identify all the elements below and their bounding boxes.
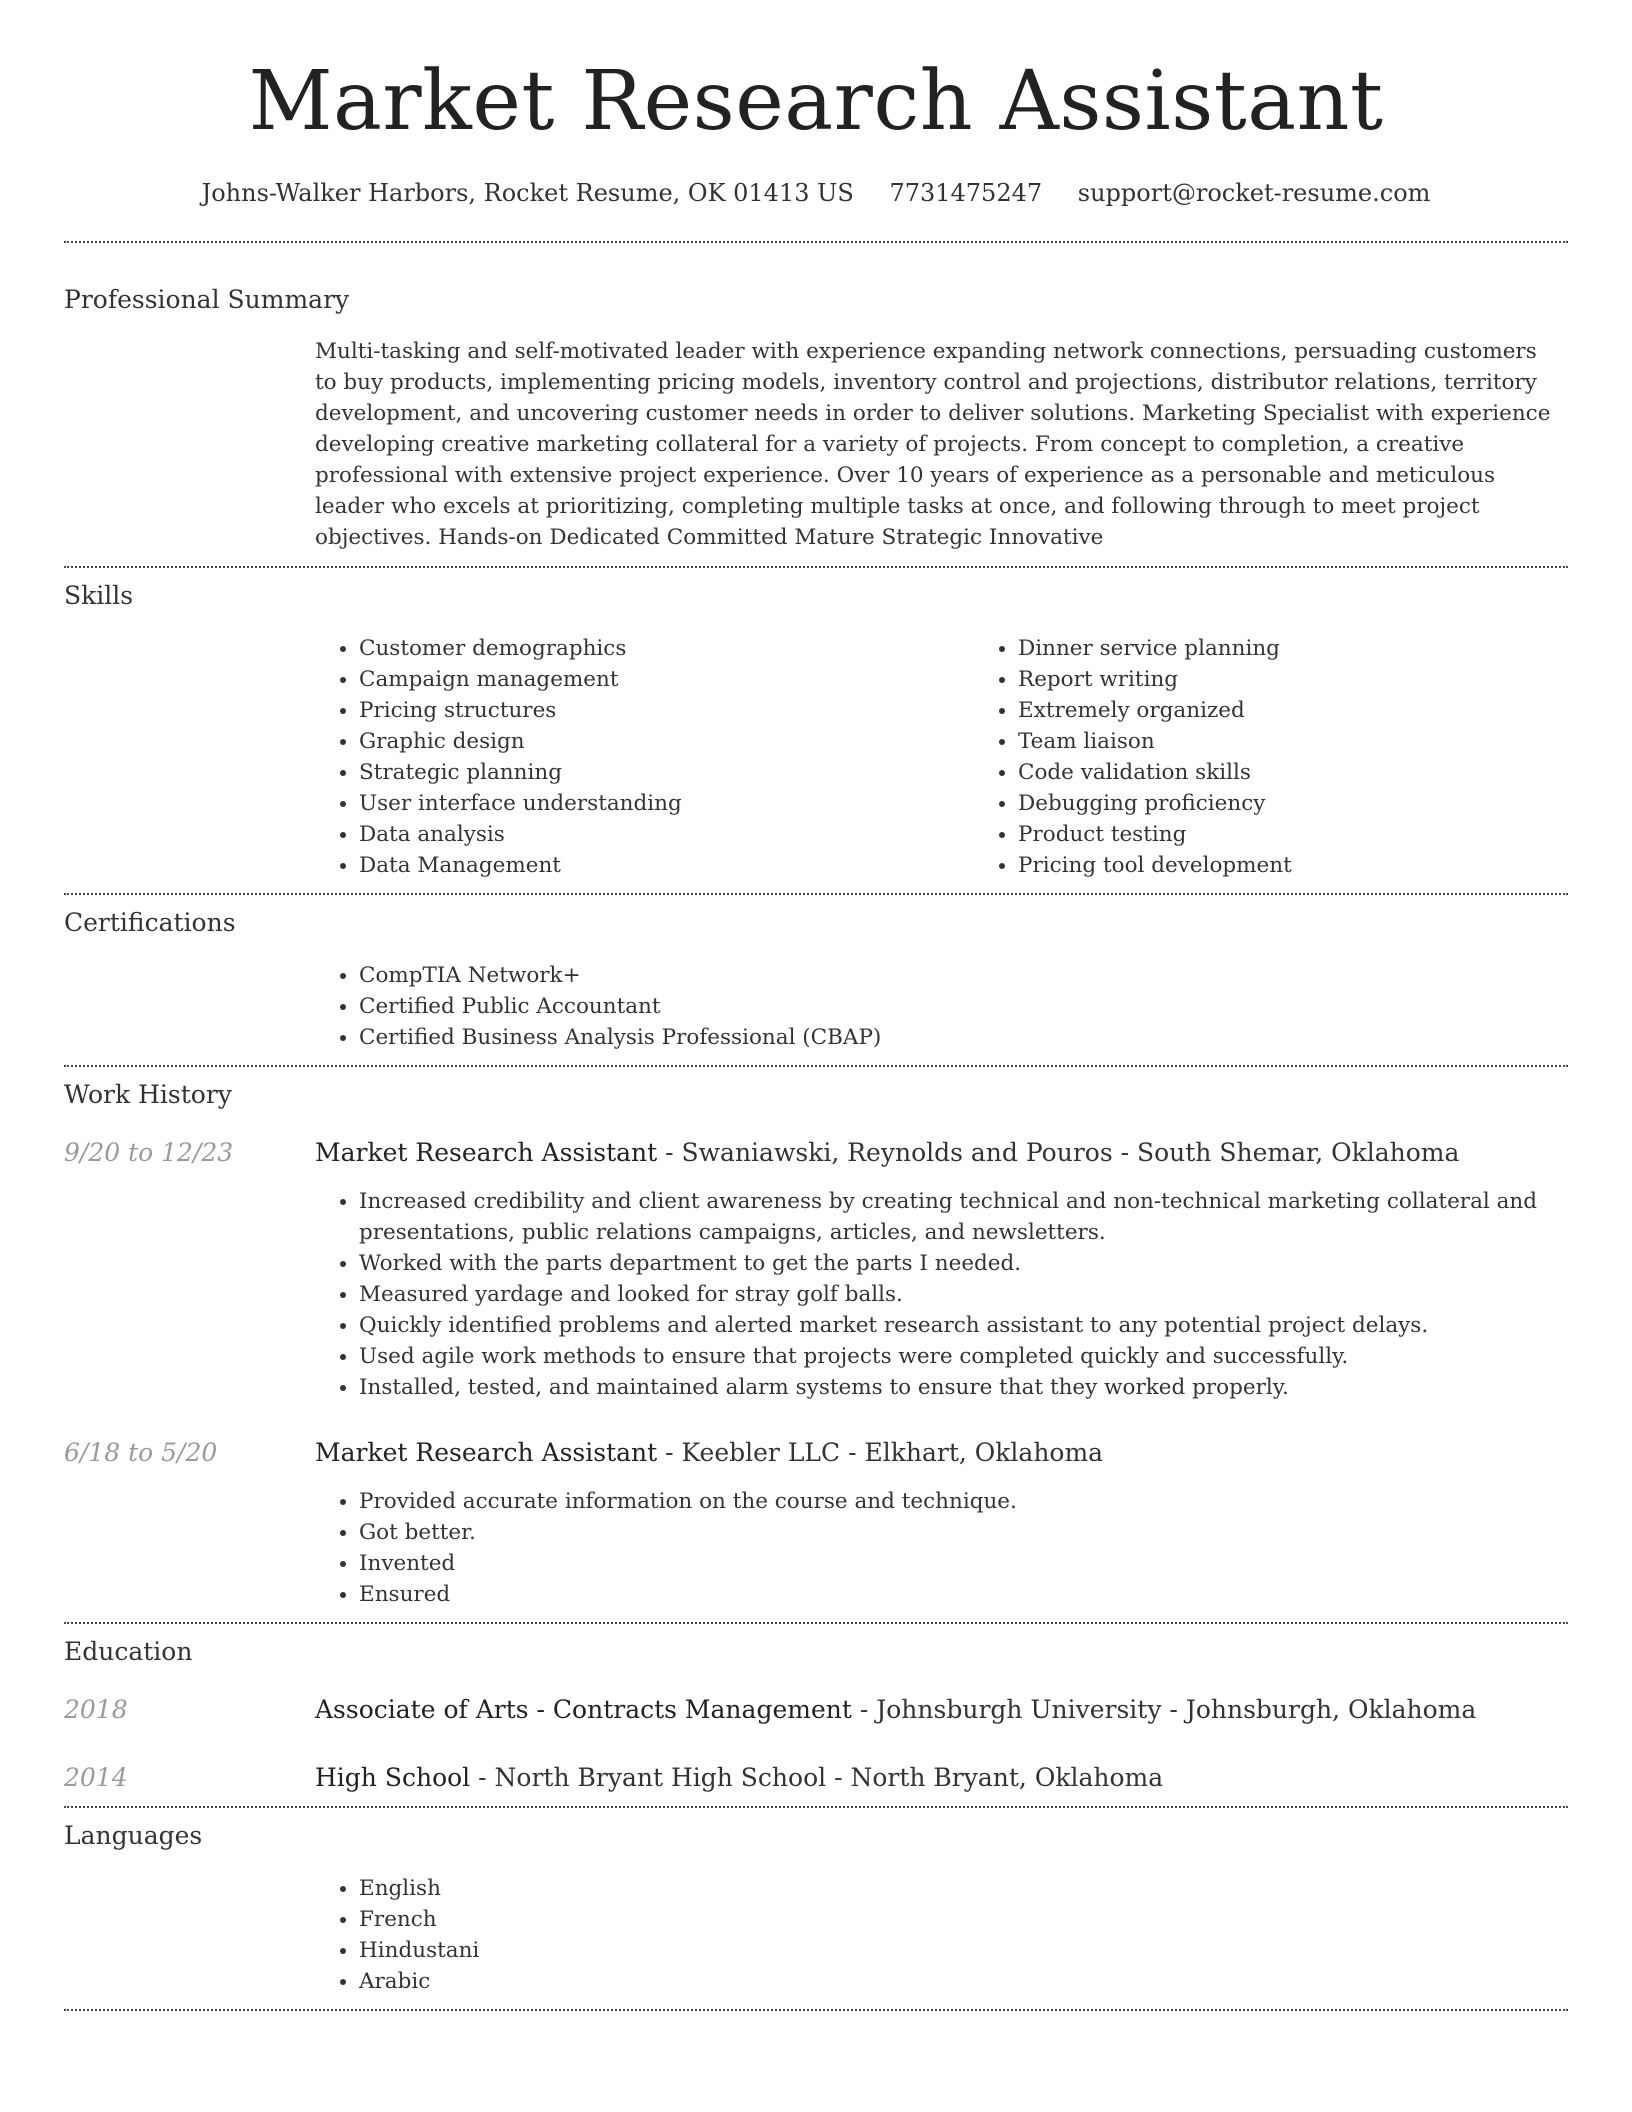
list-item: • Product testing [1018,819,1632,850]
list-item: • Strategic planning [359,757,974,788]
section-divider [64,2009,1568,2011]
contact-line [64,178,1568,208]
section-title: Education [64,1637,193,1666]
education-year: 2018 [64,1695,128,1724]
phone: 7731475247 [889,179,1043,207]
list-item: • Pricing tool development [1018,850,1632,881]
education-entry [64,1762,1568,1794]
list-item: • Provided accurate information on the course and technique. [359,1486,1568,1517]
list-item: • User interface understanding [359,788,974,819]
education-details: - North Bryant High School - North Bryant, Oklahoma [470,1763,1164,1792]
section-title: Work History [64,1080,232,1109]
section-divider [64,1806,1568,1808]
list-item: • Data Management [359,850,974,881]
list-item: • Certified Public Accountant [359,991,1568,1022]
languages-section [64,1820,1568,1997]
section-divider [64,1065,1568,1067]
section-divider [64,893,1568,895]
job-details: - Swaniawski, Reynolds and Pouros - South Shemar, Oklahoma [657,1138,1460,1167]
languages-list [315,1873,1568,1997]
work-history-section [64,1079,1568,1610]
list-item: • Dinner service planning [1018,633,1632,664]
list-item: • Hindustani [359,1935,1568,1966]
list-item: • Data analysis [359,819,974,850]
summary-text: Multi-tasking and self-motivated leader with experience expanding network connections, persuading customers to buy products, implementing pricing models, inventory control and projections, distributor relations, territory development, and uncovering customer needs in order to deliver solutions. Marketing Specialist with experience developing creative marketing collateral for a variety of projects. From concept to completion, a creative professional with extensive project experience. Over 10 years of experience as a personable and meticulous leader who excels at prioritizing, completing multiple tasks at once, and following through to meet project objectives. Hands-on Dedicated Committed Mature Strategic Innovative [315,339,1551,550]
summary-section [64,284,1568,553]
list-item: • French [359,1904,1568,1935]
section-title: Certifications [64,908,236,937]
list-item: • Certified Business Analysis Professional (CBAP) [359,1022,1568,1053]
list-item: • Report writing [1018,664,1632,695]
list-item: • Installed, tested, and maintained alarm systems to ensure that they worked properly. [359,1372,1568,1403]
list-item: • English [359,1873,1568,1904]
list-item: • Got better. [359,1517,1568,1548]
list-item: • Worked with the parts department to get the parts I needed. [359,1248,1568,1279]
job-entry [64,1437,1568,1610]
skills-list-right [974,633,1632,881]
job-role: Market Research Assistant [315,1138,658,1167]
list-item: • Quickly identified problems and alerted market research assistant to any potential project delays. [359,1310,1568,1341]
skills-section [64,580,1568,881]
list-item: • Measured yardage and looked for stray golf balls. [359,1279,1568,1310]
education-details: - Johnsburgh University - Johnsburgh, Oklahoma [851,1695,1477,1724]
list-item: • Extremely organized [1018,695,1632,726]
list-item: • Customer demographics [359,633,974,664]
section-title: Professional Summary [64,285,350,314]
job-entry [64,1137,1568,1403]
list-item: • CompTIA Network+ [359,960,1568,991]
job-heading [315,1137,1568,1169]
address: Johns-Walker Harbors, Rocket Resume, OK 01413 US [201,179,854,207]
job-bullets [315,1186,1568,1403]
certifications-section [64,907,1568,1053]
list-item: • Increased credibility and client awareness by creating technical and non-technical marketing collateral and presentations, public relations campaigns, articles, and newsletters. [359,1186,1568,1248]
education-degree: Associate of Arts - Contracts Management [315,1695,852,1724]
section-divider [64,1622,1568,1624]
education-degree: High School [315,1763,471,1792]
education-entry [64,1694,1568,1726]
job-role: Market Research Assistant [315,1438,658,1467]
list-item: • Campaign management [359,664,974,695]
email: support@rocket-resume.com [1077,179,1431,207]
list-item: • Pricing structures [359,695,974,726]
section-divider [64,241,1568,243]
list-item: • Team liaison [1018,726,1632,757]
job-dates: 6/18 to 5/20 [64,1438,218,1467]
list-item: • Debugging proficiency [1018,788,1632,819]
list-item: • Invented [359,1548,1568,1579]
job-heading [315,1437,1568,1469]
education-section [64,1636,1568,1794]
section-title: Languages [64,1821,203,1850]
job-dates: 9/20 to 12/23 [64,1138,234,1167]
list-item: • Ensured [359,1579,1568,1610]
candidate-name: Market Research Assistant [248,54,1384,149]
section-title: Skills [64,581,134,610]
education-year: 2014 [64,1763,128,1792]
skills-list-left [315,633,974,881]
job-details: - Keebler LLC - Elkhart, Oklahoma [657,1438,1104,1467]
section-divider [64,566,1568,568]
job-bullets [315,1486,1568,1610]
list-item: • Used agile work methods to ensure that projects were completed quickly and successfully. [359,1341,1568,1372]
certifications-list [315,960,1568,1053]
list-item: • Code validation skills [1018,757,1632,788]
list-item: • Graphic design [359,726,974,757]
list-item: • Arabic [359,1966,1568,1997]
